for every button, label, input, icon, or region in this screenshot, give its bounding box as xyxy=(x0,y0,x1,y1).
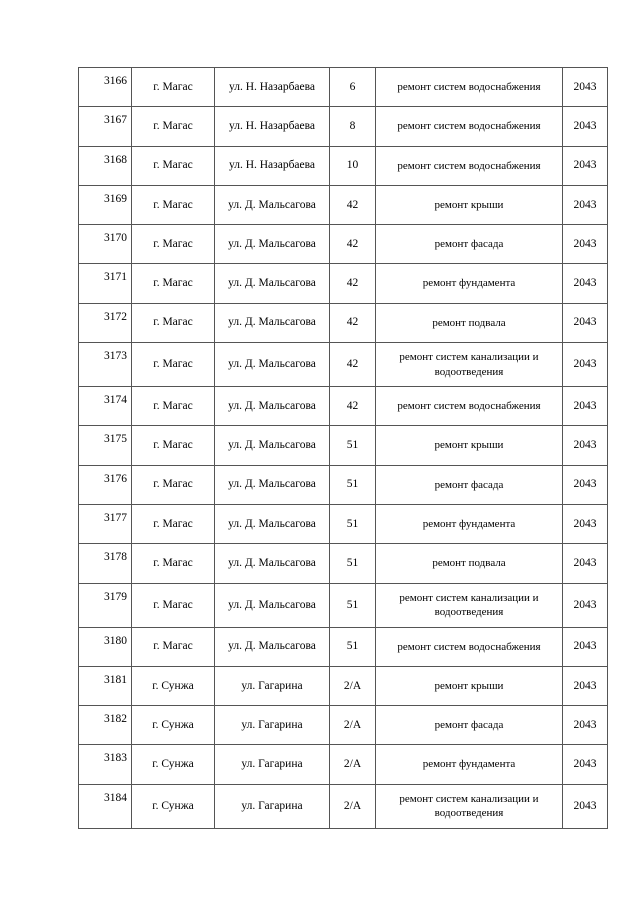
street-cell: ул. Д. Мальсагова xyxy=(215,387,330,426)
street-cell: ул. Гагарина xyxy=(215,745,330,784)
street-cell: ул. Гагарина xyxy=(215,784,330,828)
house-number-cell: 42 xyxy=(330,343,376,387)
row-number-cell: 3177 xyxy=(79,504,132,543)
year-cell: 2043 xyxy=(563,465,608,504)
house-number-cell: 2/А xyxy=(330,706,376,745)
house-number-cell: 42 xyxy=(330,264,376,303)
row-number-cell: 3184 xyxy=(79,784,132,828)
year-cell: 2043 xyxy=(563,544,608,583)
house-number-cell: 42 xyxy=(330,387,376,426)
row-number-cell: 3167 xyxy=(79,107,132,146)
street-cell: ул. Н. Назарбаева xyxy=(215,146,330,185)
year-cell: 2043 xyxy=(563,627,608,666)
table-row xyxy=(79,264,608,303)
work-type-cell: ремонт фундамента xyxy=(376,504,563,543)
street-cell: ул. Д. Мальсагова xyxy=(215,544,330,583)
repair-schedule-table xyxy=(78,67,608,829)
house-number-cell: 51 xyxy=(330,465,376,504)
year-cell: 2043 xyxy=(563,303,608,342)
table-row xyxy=(79,387,608,426)
house-number-cell: 51 xyxy=(330,544,376,583)
city-cell: г. Магас xyxy=(132,68,215,107)
table-row xyxy=(79,583,608,627)
row-number-cell: 3178 xyxy=(79,544,132,583)
city-cell: г. Магас xyxy=(132,465,215,504)
city-cell: г. Магас xyxy=(132,627,215,666)
year-cell: 2043 xyxy=(563,264,608,303)
year-cell: 2043 xyxy=(563,745,608,784)
row-number-cell: 3182 xyxy=(79,706,132,745)
year-cell: 2043 xyxy=(563,343,608,387)
street-cell: ул. Д. Мальсагова xyxy=(215,465,330,504)
street-cell: ул. Д. Мальсагова xyxy=(215,343,330,387)
table-row xyxy=(79,107,608,146)
table-row xyxy=(79,426,608,465)
row-number-cell: 3180 xyxy=(79,627,132,666)
street-cell: ул. Гагарина xyxy=(215,666,330,705)
work-type-cell: ремонт крыши xyxy=(376,666,563,705)
city-cell: г. Сунжа xyxy=(132,784,215,828)
street-cell: ул. Д. Мальсагова xyxy=(215,303,330,342)
row-number-cell: 3174 xyxy=(79,387,132,426)
table-row xyxy=(79,303,608,342)
work-type-cell: ремонт крыши xyxy=(376,426,563,465)
city-cell: г. Магас xyxy=(132,225,215,264)
year-cell: 2043 xyxy=(563,784,608,828)
street-cell: ул. Д. Мальсагова xyxy=(215,627,330,666)
house-number-cell: 2/А xyxy=(330,745,376,784)
year-cell: 2043 xyxy=(563,146,608,185)
street-cell: ул. Гагарина xyxy=(215,706,330,745)
street-cell: ул. Д. Мальсагова xyxy=(215,264,330,303)
house-number-cell: 51 xyxy=(330,627,376,666)
work-type-cell: ремонт фундамента xyxy=(376,745,563,784)
street-cell: ул. Д. Мальсагова xyxy=(215,225,330,264)
city-cell: г. Сунжа xyxy=(132,666,215,705)
street-cell: ул. Н. Назарбаева xyxy=(215,68,330,107)
city-cell: г. Магас xyxy=(132,303,215,342)
row-number-cell: 3183 xyxy=(79,745,132,784)
city-cell: г. Магас xyxy=(132,583,215,627)
work-type-cell: ремонт подвала xyxy=(376,544,563,583)
house-number-cell: 8 xyxy=(330,107,376,146)
year-cell: 2043 xyxy=(563,666,608,705)
house-number-cell: 2/А xyxy=(330,666,376,705)
table-row xyxy=(79,185,608,224)
work-type-cell: ремонт крыши xyxy=(376,185,563,224)
house-number-cell: 42 xyxy=(330,303,376,342)
work-type-cell: ремонт фасада xyxy=(376,706,563,745)
work-type-cell: ремонт систем канализации и водоотведения xyxy=(376,583,563,627)
house-number-cell: 51 xyxy=(330,426,376,465)
year-cell: 2043 xyxy=(563,504,608,543)
street-cell: ул. Н. Назарбаева xyxy=(215,107,330,146)
row-number-cell: 3168 xyxy=(79,146,132,185)
street-cell: ул. Д. Мальсагова xyxy=(215,583,330,627)
work-type-cell: ремонт систем водоснабжения xyxy=(376,627,563,666)
work-type-cell: ремонт фасада xyxy=(376,225,563,264)
city-cell: г. Магас xyxy=(132,185,215,224)
city-cell: г. Магас xyxy=(132,146,215,185)
table-row xyxy=(79,343,608,387)
street-cell: ул. Д. Мальсагова xyxy=(215,185,330,224)
street-cell: ул. Д. Мальсагова xyxy=(215,504,330,543)
table-row xyxy=(79,627,608,666)
table-row xyxy=(79,225,608,264)
work-type-cell: ремонт фасада xyxy=(376,465,563,504)
year-cell: 2043 xyxy=(563,185,608,224)
row-number-cell: 3169 xyxy=(79,185,132,224)
table-row xyxy=(79,745,608,784)
year-cell: 2043 xyxy=(563,225,608,264)
year-cell: 2043 xyxy=(563,68,608,107)
house-number-cell: 51 xyxy=(330,583,376,627)
city-cell: г. Магас xyxy=(132,343,215,387)
table-row xyxy=(79,706,608,745)
table-row xyxy=(79,666,608,705)
row-number-cell: 3179 xyxy=(79,583,132,627)
row-number-cell: 3175 xyxy=(79,426,132,465)
table-row xyxy=(79,68,608,107)
city-cell: г. Магас xyxy=(132,426,215,465)
table-row xyxy=(79,146,608,185)
table-row xyxy=(79,465,608,504)
house-number-cell: 6 xyxy=(330,68,376,107)
city-cell: г. Сунжа xyxy=(132,745,215,784)
house-number-cell: 10 xyxy=(330,146,376,185)
table-row xyxy=(79,784,608,828)
house-number-cell: 2/А xyxy=(330,784,376,828)
row-number-cell: 3181 xyxy=(79,666,132,705)
row-number-cell: 3171 xyxy=(79,264,132,303)
table-body xyxy=(79,68,608,829)
house-number-cell: 42 xyxy=(330,185,376,224)
year-cell: 2043 xyxy=(563,107,608,146)
work-type-cell: ремонт систем водоснабжения xyxy=(376,146,563,185)
work-type-cell: ремонт систем канализации и водоотведения xyxy=(376,784,563,828)
row-number-cell: 3170 xyxy=(79,225,132,264)
house-number-cell: 42 xyxy=(330,225,376,264)
year-cell: 2043 xyxy=(563,706,608,745)
row-number-cell: 3173 xyxy=(79,343,132,387)
city-cell: г. Магас xyxy=(132,387,215,426)
row-number-cell: 3172 xyxy=(79,303,132,342)
city-cell: г. Магас xyxy=(132,504,215,543)
street-cell: ул. Д. Мальсагова xyxy=(215,426,330,465)
city-cell: г. Сунжа xyxy=(132,706,215,745)
year-cell: 2043 xyxy=(563,583,608,627)
work-type-cell: ремонт подвала xyxy=(376,303,563,342)
table-row xyxy=(79,504,608,543)
work-type-cell: ремонт фундамента xyxy=(376,264,563,303)
house-number-cell: 51 xyxy=(330,504,376,543)
work-type-cell: ремонт систем водоснабжения xyxy=(376,68,563,107)
city-cell: г. Магас xyxy=(132,544,215,583)
city-cell: г. Магас xyxy=(132,264,215,303)
table-row xyxy=(79,544,608,583)
work-type-cell: ремонт систем канализации и водоотведения xyxy=(376,343,563,387)
work-type-cell: ремонт систем водоснабжения xyxy=(376,107,563,146)
year-cell: 2043 xyxy=(563,387,608,426)
year-cell: 2043 xyxy=(563,426,608,465)
city-cell: г. Магас xyxy=(132,107,215,146)
row-number-cell: 3176 xyxy=(79,465,132,504)
work-type-cell: ремонт систем водоснабжения xyxy=(376,387,563,426)
row-number-cell: 3166 xyxy=(79,68,132,107)
